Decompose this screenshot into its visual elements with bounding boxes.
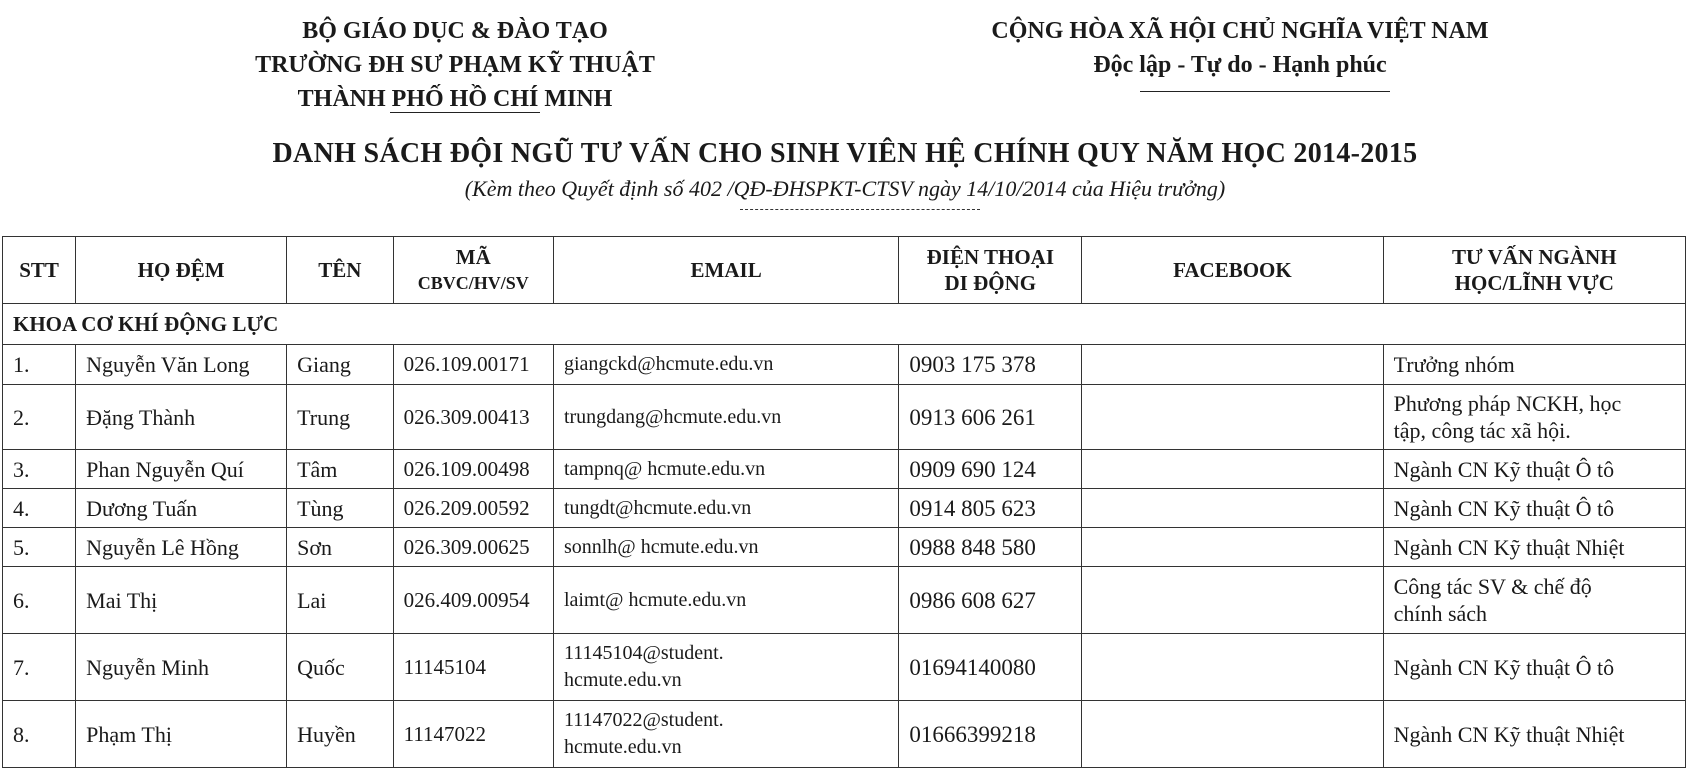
cell-ten: Huyền bbox=[287, 701, 394, 768]
cell-tu-van bbox=[1383, 345, 1685, 385]
cell-email-line2: hcmute.edu.vn bbox=[563, 669, 682, 691]
cell-facebook bbox=[1082, 567, 1383, 634]
ministry-name: BỘ GIÁO DỤC & ĐÀO TẠO bbox=[302, 18, 608, 44]
header-left-underline bbox=[390, 112, 540, 113]
cell-facebook bbox=[1082, 489, 1383, 528]
cell-ma: 026.309.00413 bbox=[393, 385, 553, 450]
cell-ma: 11145104 bbox=[393, 634, 553, 701]
cell-tu-van-line2: tập, công tác xã hội. bbox=[1393, 418, 1571, 443]
col-phone-line2: DI ĐỘNG bbox=[944, 271, 1037, 295]
cell-tu-van-line1: Phương pháp NCKH, học bbox=[1393, 391, 1622, 416]
cell-stt: 5. bbox=[3, 528, 76, 567]
cell-tu-van-line1: Công tác SV & chế độ bbox=[1393, 574, 1592, 599]
cell-email-line1: 11145104@student. bbox=[563, 642, 724, 664]
cell-ho-dem: Mai Thị bbox=[76, 567, 287, 634]
cell-phone: 01694140080 bbox=[899, 634, 1082, 701]
cell-ten: Sơn bbox=[287, 528, 394, 567]
title-separator bbox=[740, 209, 980, 210]
cell-tu-van-line1: Ngành CN Kỹ thuật Nhiệt bbox=[1393, 721, 1625, 747]
cell-email: tungdt@hcmute.edu.vn bbox=[553, 489, 898, 528]
cell-ten: Giang bbox=[287, 345, 394, 385]
cell-ma: 026.109.00498 bbox=[393, 450, 553, 489]
ministry-header bbox=[230, 14, 680, 116]
table-row bbox=[3, 489, 1686, 528]
col-tu-van-line1: TƯ VẤN NGÀNH bbox=[1452, 245, 1617, 269]
cell-tu-van-line2: chính sách bbox=[1393, 601, 1488, 626]
cell-tu-van-line1: Trưởng nhóm bbox=[1393, 352, 1515, 377]
cell-phone: 0986 608 627 bbox=[899, 567, 1082, 634]
cell-ma: 11147022 bbox=[393, 701, 553, 768]
cell-ho-dem: Nguyễn Lê Hồng bbox=[76, 528, 287, 567]
table-row bbox=[3, 567, 1686, 634]
cell-ho-dem: Đặng Thành bbox=[76, 385, 287, 450]
cell-ho-dem: Phan Nguyễn Quí bbox=[76, 450, 287, 489]
table-row bbox=[3, 634, 1686, 701]
cell-ten: Tâm bbox=[287, 450, 394, 489]
cell-tu-van bbox=[1383, 528, 1685, 567]
cell-ho-dem: Phạm Thị bbox=[76, 701, 287, 768]
cell-ten: Quốc bbox=[287, 634, 394, 701]
table-row bbox=[3, 385, 1686, 450]
national-name: CỘNG HÒA XÃ HỘI CHỦ NGHĨA VIỆT NAM bbox=[991, 18, 1489, 44]
cell-phone: 01666399218 bbox=[899, 701, 1082, 768]
cell-stt: 2. bbox=[3, 385, 76, 450]
cell-facebook bbox=[1082, 345, 1383, 385]
cell-tu-van bbox=[1383, 385, 1685, 450]
cell-ma: 026.209.00592 bbox=[393, 489, 553, 528]
university-name: TRƯỜNG ĐH SƯ PHẠM KỸ THUẬT bbox=[255, 52, 655, 78]
col-facebook: FACEBOOK bbox=[1082, 237, 1383, 304]
national-header bbox=[930, 14, 1550, 82]
cell-email bbox=[553, 634, 898, 701]
cell-ten: Tùng bbox=[287, 489, 394, 528]
group-row bbox=[3, 304, 1686, 345]
table-row bbox=[3, 450, 1686, 489]
col-tu-van-line2: HỌC/LĨNH VỰC bbox=[1454, 271, 1614, 295]
cell-tu-van bbox=[1383, 489, 1685, 528]
cell-phone: 0909 690 124 bbox=[899, 450, 1082, 489]
cell-tu-van-line1: Ngành CN Kỹ thuật Nhiệt bbox=[1393, 534, 1625, 560]
col-phone-line1: ĐIỆN THOẠI bbox=[926, 245, 1055, 269]
cell-email: trungdang@hcmute.edu.vn bbox=[553, 385, 898, 450]
cell-tu-van-line1: Ngành CN Kỹ thuật Ô tô bbox=[1393, 495, 1615, 521]
cell-ma: 026.309.00625 bbox=[393, 528, 553, 567]
cell-email: laimt@ hcmute.edu.vn bbox=[553, 567, 898, 634]
cell-tu-van bbox=[1383, 567, 1685, 634]
col-ho-dem: HỌ ĐỆM bbox=[76, 237, 287, 304]
col-tu-van bbox=[1383, 237, 1685, 304]
cell-phone: 0913 606 261 bbox=[899, 385, 1082, 450]
cell-facebook bbox=[1082, 450, 1383, 489]
cell-stt: 3. bbox=[3, 450, 76, 489]
document-title: DANH SÁCH ĐỘI NGŨ TƯ VẤN CHO SINH VIÊN HỆ CHÍNH QUY NĂM HỌC 2014-2015 bbox=[272, 138, 1418, 169]
cell-tu-van bbox=[1383, 701, 1685, 768]
cell-tu-van-line1: Ngành CN Kỹ thuật Ô tô bbox=[1393, 654, 1615, 680]
col-email: EMAIL bbox=[553, 237, 898, 304]
cell-tu-van bbox=[1383, 450, 1685, 489]
university-city: THÀNH PHỐ HỒ CHÍ MINH bbox=[297, 86, 613, 112]
cell-stt: 8. bbox=[3, 701, 76, 768]
table-header-row bbox=[3, 237, 1686, 304]
national-motto: Độc lập - Tự do - Hạnh phúc bbox=[1093, 52, 1387, 78]
cell-email: giangckd@hcmute.edu.vn bbox=[553, 345, 898, 385]
col-phone bbox=[899, 237, 1082, 304]
cell-email-line2: hcmute.edu.vn bbox=[563, 736, 682, 758]
cell-tu-van-line1: Ngành CN Kỹ thuật Ô tô bbox=[1393, 456, 1615, 482]
cell-email: tampnq@ hcmute.edu.vn bbox=[553, 450, 898, 489]
cell-stt: 6. bbox=[3, 567, 76, 634]
cell-ho-dem: Nguyễn Văn Long bbox=[76, 345, 287, 385]
cell-stt: 7. bbox=[3, 634, 76, 701]
cell-ten: Lai bbox=[287, 567, 394, 634]
col-stt: STT bbox=[3, 237, 76, 304]
cell-facebook bbox=[1082, 528, 1383, 567]
col-ma-line2: CBVC/HV/SV bbox=[417, 273, 529, 293]
cell-facebook bbox=[1082, 634, 1383, 701]
cell-email-line1: 11147022@student. bbox=[563, 709, 724, 731]
col-ma bbox=[393, 237, 553, 304]
cell-phone: 0914 805 623 bbox=[899, 489, 1082, 528]
col-ten: TÊN bbox=[287, 237, 394, 304]
advisor-table bbox=[2, 236, 1686, 768]
document-subtitle: (Kèm theo Quyết định số 402 /QĐ-ĐHSPKT-CTSV ngày 14/10/2014 của Hiệu trưởng) bbox=[464, 176, 1226, 201]
group-label: KHOA CƠ KHÍ ĐỘNG LỰC bbox=[3, 304, 1686, 345]
cell-ho-dem: Dương Tuấn bbox=[76, 489, 287, 528]
cell-ma: 026.109.00171 bbox=[393, 345, 553, 385]
cell-facebook bbox=[1082, 385, 1383, 450]
cell-email: sonnlh@ hcmute.edu.vn bbox=[553, 528, 898, 567]
col-ma-line1: MÃ bbox=[455, 245, 491, 269]
cell-phone: 0988 848 580 bbox=[899, 528, 1082, 567]
table-row bbox=[3, 345, 1686, 385]
cell-tu-van bbox=[1383, 634, 1685, 701]
cell-ho-dem: Nguyễn Minh bbox=[76, 634, 287, 701]
cell-stt: 4. bbox=[3, 489, 76, 528]
table-row bbox=[3, 701, 1686, 768]
table-row bbox=[3, 528, 1686, 567]
cell-stt: 1. bbox=[3, 345, 76, 385]
cell-ma: 026.409.00954 bbox=[393, 567, 553, 634]
cell-phone: 0903 175 378 bbox=[899, 345, 1082, 385]
header-right-underline bbox=[1140, 91, 1390, 92]
cell-email bbox=[553, 701, 898, 768]
cell-facebook bbox=[1082, 701, 1383, 768]
cell-ten: Trung bbox=[287, 385, 394, 450]
